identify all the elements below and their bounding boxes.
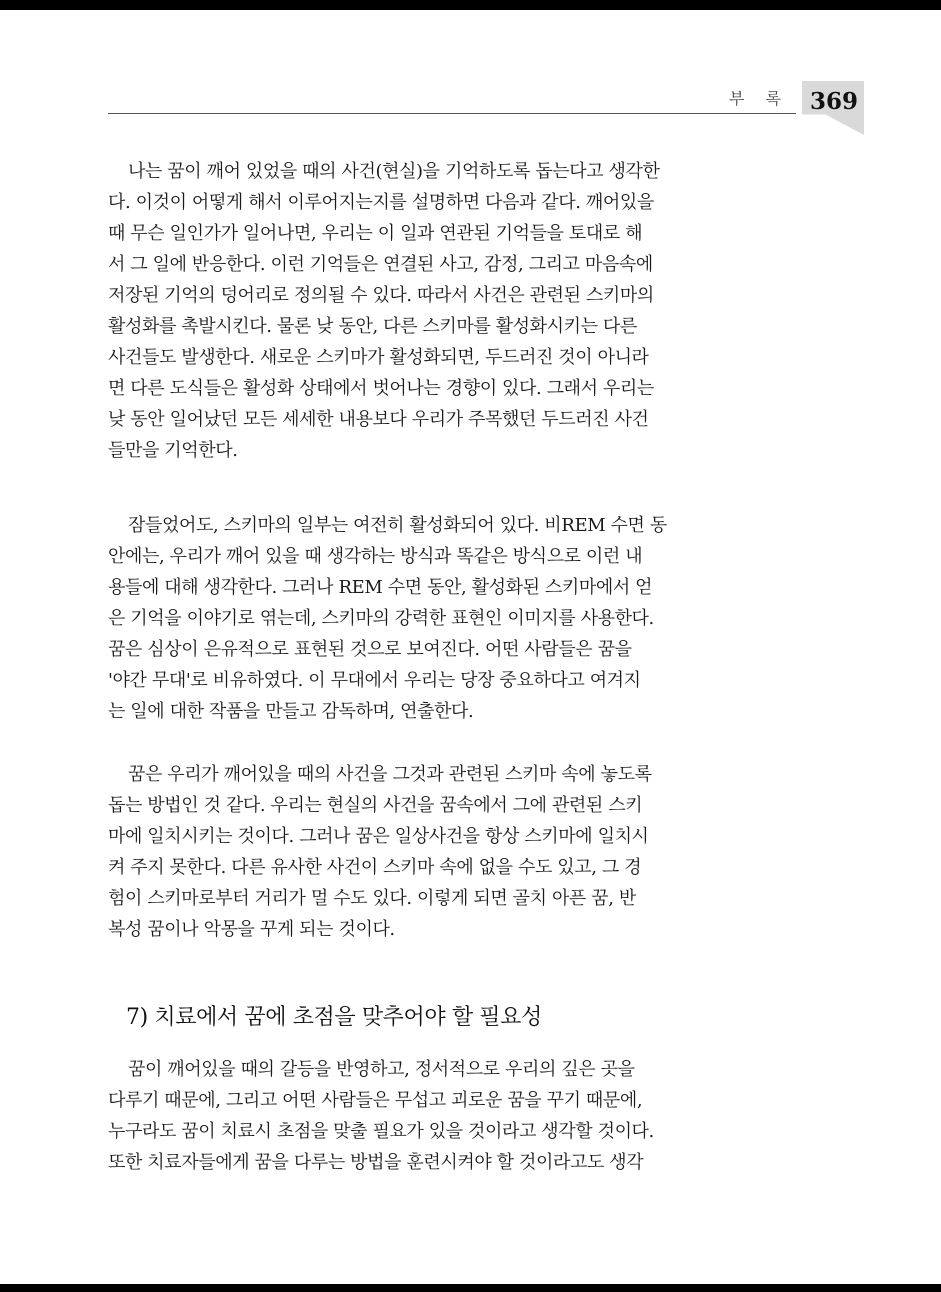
- text-line: 사건들도 발생한다. 새로운 스키마가 활성화되면, 두드러진 것이 아니라: [108, 347, 649, 368]
- text-line: 안에는, 우리가 깨어 있을 때 생각하는 방식과 똑같은 방식으로 이런 내: [108, 546, 643, 567]
- bottom-scan-border: [0, 1284, 941, 1292]
- text-line: 면 다른 도식들은 활성화 상태에서 벗어나는 경향이 있다. 그래서 우리는: [108, 378, 654, 399]
- text-line: 꿈이 깨어있을 때의 갈등을 반영하고, 정서적으로 우리의 깊은 곳을: [128, 1059, 635, 1080]
- text-line: '야간 무대'로 비유하였다. 이 무대에서 우리는 당장 중요하다고 여겨지: [108, 670, 641, 691]
- paragraph-4: [108, 1054, 724, 1178]
- paragraph-2: [108, 510, 724, 727]
- text-line: 활성화를 촉발시킨다. 물론 낮 동안, 다른 스키마를 활성화시키는 다른: [108, 316, 637, 337]
- paragraph-1: [108, 156, 724, 466]
- text-line: 낮 동안 일어났던 모든 세세한 내용보다 우리가 주목했던 두드러진 사건: [108, 409, 649, 430]
- section-heading: 7) 치료에서 꿈에 초점을 맞추어야 할 필요성: [126, 1005, 542, 1030]
- text-line: 저장된 기억의 덩어리로 정의될 수 있다. 따라서 사건은 관련된 스키마의: [108, 285, 654, 306]
- text-line: 는 일에 대한 작품을 만들고 감독하며, 연출한다.: [108, 701, 474, 722]
- paragraph-3: [108, 759, 724, 945]
- text-line: 돕는 방법인 것 같다. 우리는 현실의 사건을 꿈속에서 그에 관련된 스키: [108, 795, 643, 816]
- text-line: 다. 이것이 어떻게 해서 이루어지는지를 설명하면 다음과 같다. 깨어있을: [108, 192, 654, 213]
- text-line: 다루기 때문에, 그리고 어떤 사람들은 무섭고 괴로운 꿈을 꾸기 때문에,: [108, 1090, 643, 1111]
- text-line: 꿈은 우리가 깨어있을 때의 사건을 그것과 관련된 스키마 속에 놓도록: [128, 764, 652, 785]
- text-line: 또한 치료자들에게 꿈을 다루는 방법을 훈련시켜야 할 것이라고도 생각: [108, 1152, 644, 1173]
- text-line: 누구라도 꿈이 치료시 초점을 맞출 필요가 있을 것이라고 생각할 것이다.: [108, 1121, 654, 1142]
- page-number: 369: [809, 88, 858, 115]
- text-line: 복성 꿈이나 악몽을 꾸게 되는 것이다.: [108, 919, 395, 940]
- text-line: 들만을 기억한다.: [108, 440, 238, 461]
- running-header-section: 부 록: [729, 89, 789, 108]
- text-line: 때 무슨 일인가가 일어나면, 우리는 이 일과 연관된 기억들을 토대로 해: [108, 223, 643, 244]
- text-line: 나는 꿈이 깨어 있었을 때의 사건(현실)을 기억하도록 돕는다고 생각한: [128, 161, 660, 182]
- header-rule: [108, 113, 796, 114]
- text-line: 서 그 일에 반응한다. 이런 기억들은 연결된 사고, 감정, 그리고 마음속에: [108, 254, 653, 275]
- text-line: 용들에 대해 생각한다. 그러나 REM 수면 동안, 활성화된 스키마에서 얻: [108, 577, 653, 598]
- text-line: 은 기억을 이야기로 엮는데, 스키마의 강력한 표현인 이미지를 사용한다.: [108, 608, 654, 629]
- text-line: 켜 주지 못한다. 다른 유사한 사건이 스키마 속에 없을 수도 있고, 그 경: [108, 857, 642, 878]
- text-line: 마에 일치시키는 것이다. 그러나 꿈은 일상사건을 항상 스키마에 일치시: [108, 826, 649, 847]
- top-scan-border: [0, 0, 941, 10]
- text-line: 꿈은 심상이 은유적으로 표현된 것으로 보여진다. 어떤 사람들은 꿈을: [108, 639, 632, 660]
- text-line: 잠들었어도, 스키마의 일부는 여전히 활성화되어 있다. 비REM 수면 동: [128, 515, 667, 536]
- text-line: 험이 스키마로부터 거리가 멀 수도 있다. 이렇게 되면 골치 아픈 꿈, 반: [108, 888, 636, 909]
